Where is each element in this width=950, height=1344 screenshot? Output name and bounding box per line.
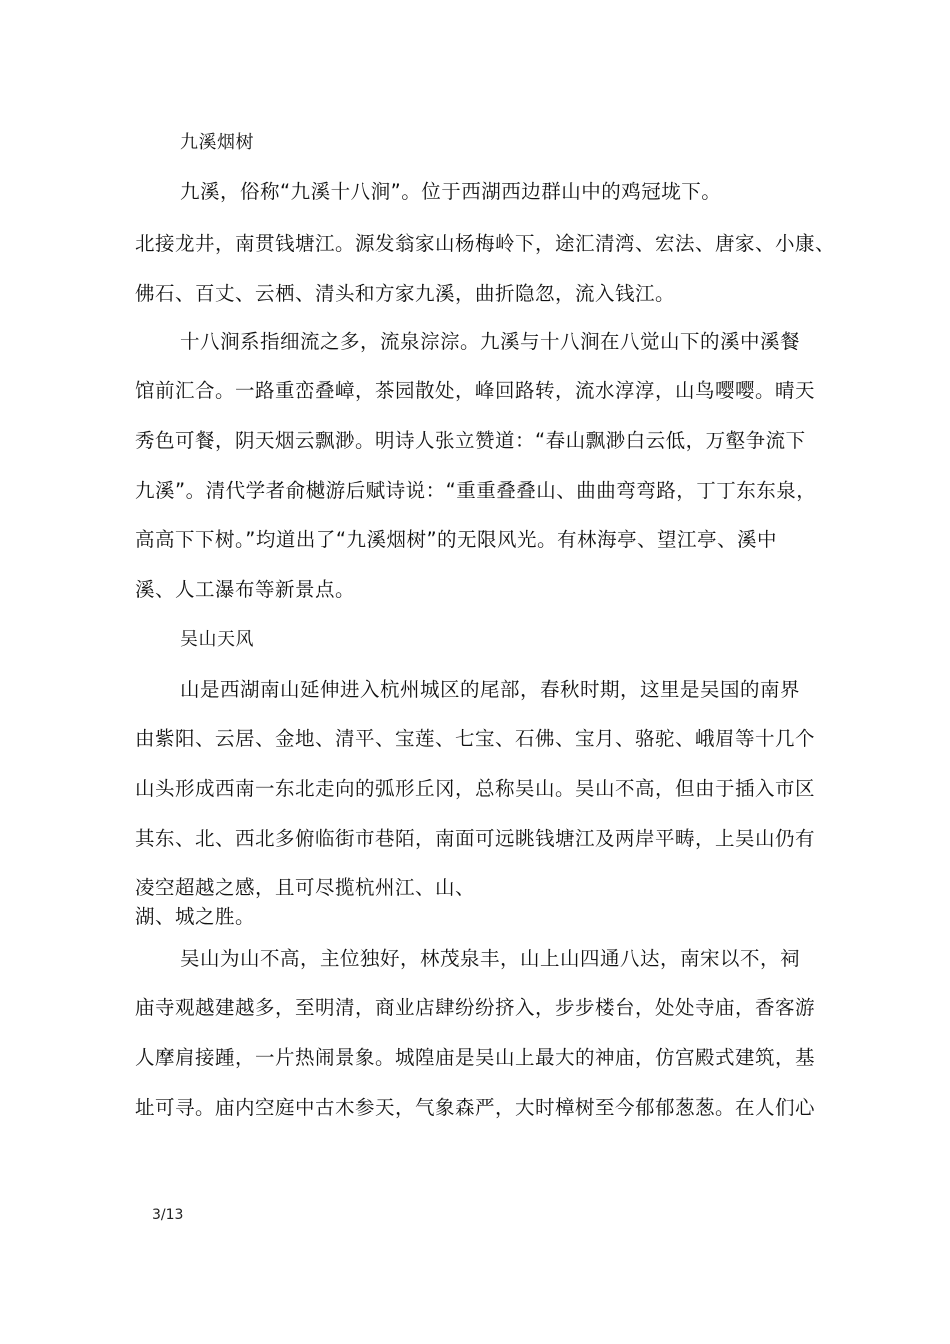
text-line: 湖、城之胜。 — [135, 905, 256, 928]
text-line: 九溪”。清代学者俞樾游后赋诗说：“重重叠叠山、曲曲弯弯路，丁丁东东泉， — [135, 479, 817, 502]
text-line: 吴山为山不高，主位独好，林茂泉丰，山上山四通八达，南宋以不，祠 — [180, 947, 801, 970]
text-line: 人摩肩接踵，一片热闹景象。城隍庙是吴山上最大的神庙，仿宫殿式建筑，基 — [135, 1046, 816, 1069]
section-heading: 九溪烟树 — [180, 132, 254, 153]
text-line: 九溪，俗称“九溪十八涧”。位于西湖西边群山中的鸡冠垅下。 — [180, 180, 722, 203]
page-number: 3/13 — [152, 1207, 184, 1223]
text-line: 溪、人工瀑布等新景点。 — [135, 578, 356, 601]
section-heading: 吴山天风 — [180, 629, 254, 650]
text-line: 秀色可餐，阴天烟云飘渺。明诗人张立赞道：“春山飘渺白云低，万壑争流下 — [135, 429, 806, 452]
text-line: 其东、北、西北多俯临街市巷陌，南面可远眺钱塘江及两岸平畴，上吴山仍有 — [135, 827, 816, 850]
text-line: 凌空超越之感，且可尽揽杭州江、山、 — [135, 876, 476, 899]
text-line: 北接龙井，南贯钱塘江。源发翁家山杨梅岭下，途汇清湾、宏法、唐家、小康、 — [135, 232, 836, 255]
text-line: 山头形成西南一东北走向的弧形丘冈，总称吴山。吴山不高，但由于插入市区 — [135, 777, 816, 800]
text-line: 址可寻。庙内空庭中古木参天，气象森严，大时樟树至今郁郁葱葱。在人们心 — [135, 1096, 816, 1119]
text-line: 由紫阳、云居、金地、清平、宝莲、七宝、石佛、宝月、骆驼、峨眉等十几个 — [135, 727, 816, 750]
text-line: 馆前汇合。一路重峦叠嶂，茶园散处，峰回路转，流水淳淳，山鸟嘤嘤。晴天 — [135, 379, 816, 402]
text-line: 山是西湖南山延伸进入杭州城区的尾部，春秋时期，这里是吴国的南界 — [180, 678, 801, 701]
text-line: 庙寺观越建越多，至明清，商业店肆纷纷挤入，步步楼台，处处寺庙，香客游 — [135, 996, 816, 1019]
text-line: 高高下下树。”均道出了“九溪烟树”的无限风光。有林海亭、望江亭、溪中 — [135, 528, 778, 551]
text-line: 佛石、百丈、云栖、清头和方家九溪，曲折隐忽，流入钱江。 — [135, 282, 676, 305]
text-line: 十八涧系指细流之多，流泉淙淙。九溪与十八涧在八觉山下的溪中溪餐 — [180, 330, 801, 353]
